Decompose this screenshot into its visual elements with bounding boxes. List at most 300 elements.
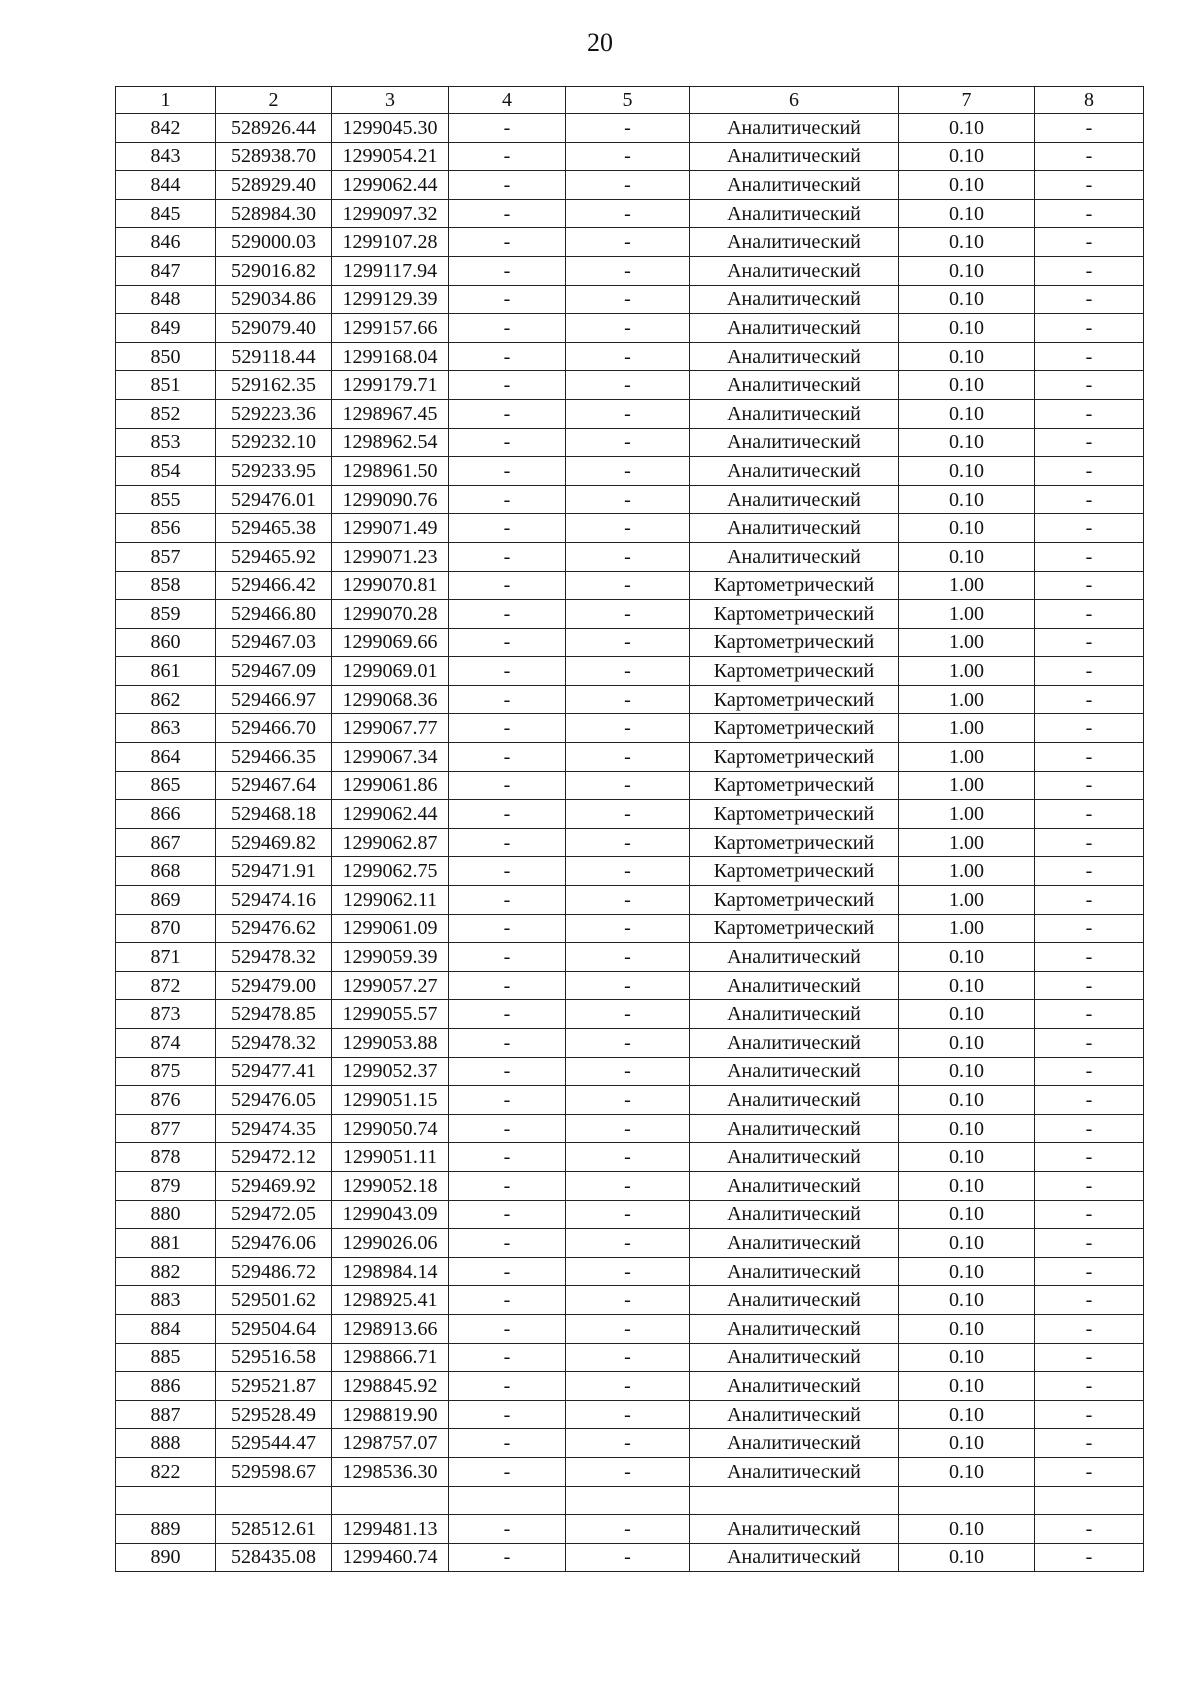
y-coordinate-cell: 1299062.44 [332,800,449,829]
point-number-cell: 858 [116,571,216,600]
col4-cell: - [449,1200,566,1229]
accuracy-cell: 0.10 [899,285,1035,314]
table-row [116,256,1144,285]
table-row [116,1143,1144,1172]
col8-cell: - [1035,971,1144,1000]
col5-cell: - [566,1286,690,1315]
col8-cell: - [1035,914,1144,943]
method-cell: Аналитический [690,142,899,171]
method-cell: Картометрический [690,771,899,800]
table-row [116,857,1144,886]
method-cell: Аналитический [690,542,899,571]
col4-cell: - [449,743,566,772]
col8-cell: - [1035,114,1144,143]
x-coordinate-cell: 529118.44 [216,342,332,371]
col5-cell: - [566,1143,690,1172]
table-row [116,485,1144,514]
col8-cell: - [1035,771,1144,800]
table-row [116,1229,1144,1258]
point-number-cell: 880 [116,1200,216,1229]
col4-cell: - [449,1086,566,1115]
accuracy-cell: 0.10 [899,1343,1035,1372]
col4-cell: - [449,857,566,886]
col8-cell: - [1035,199,1144,228]
y-coordinate-cell: 1299043.09 [332,1200,449,1229]
method-cell: Картометрический [690,628,899,657]
col8-cell: - [1035,314,1144,343]
method-cell: Аналитический [690,514,899,543]
y-coordinate-cell: 1299068.36 [332,685,449,714]
method-cell: Аналитический [690,1000,899,1029]
col5-cell [566,1486,690,1515]
col4-cell: - [449,1000,566,1029]
col8-cell: - [1035,828,1144,857]
column-header: 7 [899,87,1035,114]
x-coordinate-cell: 529474.35 [216,1114,332,1143]
col8-cell: - [1035,571,1144,600]
point-number-cell: 869 [116,886,216,915]
y-coordinate-cell: 1298913.66 [332,1314,449,1343]
col8-cell: - [1035,285,1144,314]
col4-cell: - [449,1029,566,1058]
x-coordinate-cell: 529466.35 [216,743,332,772]
y-coordinate-cell: 1299097.32 [332,199,449,228]
col8-cell: - [1035,1086,1144,1115]
x-coordinate-cell: 529079.40 [216,314,332,343]
x-coordinate-cell: 529471.91 [216,857,332,886]
point-number-cell: 882 [116,1257,216,1286]
x-coordinate-cell: 529467.64 [216,771,332,800]
accuracy-cell: 1.00 [899,771,1035,800]
accuracy-cell: 1.00 [899,857,1035,886]
y-coordinate-cell: 1299071.23 [332,542,449,571]
y-coordinate-cell: 1298984.14 [332,1257,449,1286]
point-number-cell: 847 [116,256,216,285]
y-coordinate-cell: 1299052.18 [332,1171,449,1200]
method-cell: Аналитический [690,1171,899,1200]
col4-cell: - [449,342,566,371]
accuracy-cell: 0.10 [899,1400,1035,1429]
col4-cell: - [449,457,566,486]
y-coordinate-cell: 1299071.49 [332,514,449,543]
point-number-cell: 884 [116,1314,216,1343]
col5-cell: - [566,1171,690,1200]
y-coordinate-cell: 1299057.27 [332,971,449,1000]
table-row [116,1171,1144,1200]
accuracy-cell [899,1486,1035,1515]
x-coordinate-cell: 529162.35 [216,371,332,400]
y-coordinate-cell: 1298925.41 [332,1286,449,1315]
accuracy-cell: 0.10 [899,485,1035,514]
column-header: 2 [216,87,332,114]
col5-cell: - [566,1086,690,1115]
x-coordinate-cell: 529472.12 [216,1143,332,1172]
y-coordinate-cell: 1299157.66 [332,314,449,343]
col4-cell: - [449,600,566,629]
y-coordinate-cell: 1299070.28 [332,600,449,629]
table-row [116,1086,1144,1115]
y-coordinate-cell: 1299067.34 [332,743,449,772]
method-cell: Картометрический [690,914,899,943]
method-cell: Аналитический [690,1429,899,1458]
col8-cell: - [1035,457,1144,486]
col4-cell: - [449,1400,566,1429]
method-cell: Картометрический [690,685,899,714]
col4-cell: - [449,771,566,800]
y-coordinate-cell: 1298967.45 [332,399,449,428]
table-row [116,171,1144,200]
method-cell: Аналитический [690,1029,899,1058]
col5-cell: - [566,314,690,343]
point-number-cell: 879 [116,1171,216,1200]
accuracy-cell: 1.00 [899,600,1035,629]
col8-cell: - [1035,428,1144,457]
method-cell: Аналитический [690,114,899,143]
x-coordinate-cell: 529466.42 [216,571,332,600]
table-row [116,142,1144,171]
method-cell: Аналитический [690,285,899,314]
method-cell: Аналитический [690,1343,899,1372]
table-row [116,1457,1144,1486]
col8-cell: - [1035,743,1144,772]
table-row [116,1057,1144,1086]
accuracy-cell: 0.10 [899,1314,1035,1343]
y-coordinate-cell: 1299069.01 [332,657,449,686]
x-coordinate-cell: 529466.80 [216,600,332,629]
x-coordinate-cell: 529468.18 [216,800,332,829]
y-coordinate-cell: 1298962.54 [332,428,449,457]
col8-cell: - [1035,1314,1144,1343]
x-coordinate-cell: 529478.32 [216,943,332,972]
accuracy-cell: 1.00 [899,571,1035,600]
x-coordinate-cell [216,1486,332,1515]
accuracy-cell: 0.10 [899,514,1035,543]
point-number-cell: 844 [116,171,216,200]
method-cell: Аналитический [690,399,899,428]
col4-cell: - [449,256,566,285]
col4-cell: - [449,1257,566,1286]
accuracy-cell: 0.10 [899,943,1035,972]
col5-cell: - [566,628,690,657]
y-coordinate-cell: 1299481.13 [332,1515,449,1544]
col8-cell: - [1035,1515,1144,1544]
method-cell: Аналитический [690,314,899,343]
point-number-cell: 866 [116,800,216,829]
col4-cell: - [449,171,566,200]
col4-cell: - [449,571,566,600]
col8-cell: - [1035,171,1144,200]
col5-cell: - [566,771,690,800]
col8-cell: - [1035,342,1144,371]
col8-cell: - [1035,628,1144,657]
point-number-cell: 865 [116,771,216,800]
x-coordinate-cell: 529000.03 [216,228,332,257]
y-coordinate-cell [332,1486,449,1515]
col8-cell: - [1035,1200,1144,1229]
table-row [116,314,1144,343]
x-coordinate-cell: 529479.00 [216,971,332,1000]
col5-cell: - [566,943,690,972]
y-coordinate-cell: 1299055.57 [332,1000,449,1029]
x-coordinate-cell: 529472.05 [216,1200,332,1229]
method-cell: Аналитический [690,1457,899,1486]
table-row [116,914,1144,943]
accuracy-cell: 0.10 [899,256,1035,285]
point-number-cell: 878 [116,1143,216,1172]
point-number-cell: 875 [116,1057,216,1086]
y-coordinate-cell: 1299179.71 [332,371,449,400]
col5-cell: - [566,1543,690,1572]
col5-cell: - [566,800,690,829]
col4-cell: - [449,314,566,343]
table-row [116,199,1144,228]
col4-cell: - [449,1343,566,1372]
x-coordinate-cell: 529469.82 [216,828,332,857]
accuracy-cell: 0.10 [899,199,1035,228]
col4-cell: - [449,228,566,257]
column-header: 8 [1035,87,1144,114]
col8-cell: - [1035,1372,1144,1401]
col5-cell: - [566,342,690,371]
col4-cell: - [449,1171,566,1200]
point-number-cell: 854 [116,457,216,486]
y-coordinate-cell: 1299062.75 [332,857,449,886]
col8-cell: - [1035,1400,1144,1429]
table-row [116,743,1144,772]
point-number-cell: 850 [116,342,216,371]
x-coordinate-cell: 529598.67 [216,1457,332,1486]
col5-cell: - [566,685,690,714]
col8-cell: - [1035,1029,1144,1058]
method-cell: Картометрический [690,743,899,772]
x-coordinate-cell: 529223.36 [216,399,332,428]
y-coordinate-cell: 1299460.74 [332,1543,449,1572]
point-number-cell: 876 [116,1086,216,1115]
col8-cell: - [1035,943,1144,972]
method-cell: Аналитический [690,1257,899,1286]
x-coordinate-cell: 529477.41 [216,1057,332,1086]
col5-cell: - [566,1200,690,1229]
table-row [116,542,1144,571]
method-cell: Аналитический [690,943,899,972]
method-cell: Аналитический [690,1200,899,1229]
point-number-cell: 867 [116,828,216,857]
y-coordinate-cell: 1298845.92 [332,1372,449,1401]
point-number-cell: 863 [116,714,216,743]
col4-cell: - [449,1515,566,1544]
method-cell: Аналитический [690,371,899,400]
x-coordinate-cell: 529466.70 [216,714,332,743]
y-coordinate-cell: 1298961.50 [332,457,449,486]
method-cell: Аналитический [690,428,899,457]
col8-cell: - [1035,1257,1144,1286]
method-cell: Картометрический [690,857,899,886]
y-coordinate-cell: 1299051.11 [332,1143,449,1172]
point-number-cell: 845 [116,199,216,228]
accuracy-cell: 0.10 [899,1000,1035,1029]
column-header: 4 [449,87,566,114]
col8-cell: - [1035,1171,1144,1200]
accuracy-cell: 1.00 [899,628,1035,657]
col5-cell: - [566,1114,690,1143]
col8-cell: - [1035,886,1144,915]
accuracy-cell: 0.10 [899,1029,1035,1058]
accuracy-cell: 0.10 [899,228,1035,257]
table-row [116,399,1144,428]
col4-cell: - [449,371,566,400]
col5-cell: - [566,285,690,314]
table-row [116,685,1144,714]
x-coordinate-cell: 529465.92 [216,542,332,571]
table-row [116,1257,1144,1286]
x-coordinate-cell: 529465.38 [216,514,332,543]
col4-cell: - [449,285,566,314]
x-coordinate-cell: 529474.16 [216,886,332,915]
col5-cell: - [566,1343,690,1372]
table-row [116,1286,1144,1315]
point-number-cell: 872 [116,971,216,1000]
accuracy-cell: 1.00 [899,685,1035,714]
col5-cell: - [566,142,690,171]
method-cell: Аналитический [690,971,899,1000]
table-row [116,1543,1144,1572]
table-row [116,1314,1144,1343]
col8-cell: - [1035,1543,1144,1572]
col5-cell: - [566,171,690,200]
x-coordinate-cell: 529476.62 [216,914,332,943]
accuracy-cell: 1.00 [899,657,1035,686]
col4-cell: - [449,1057,566,1086]
col8-cell: - [1035,542,1144,571]
x-coordinate-cell: 529544.47 [216,1429,332,1458]
col4-cell: - [449,800,566,829]
x-coordinate-cell: 529478.32 [216,1029,332,1058]
y-coordinate-cell: 1299090.76 [332,485,449,514]
col4-cell: - [449,1372,566,1401]
table-row [116,114,1144,143]
x-coordinate-cell: 529504.64 [216,1314,332,1343]
col5-cell: - [566,1257,690,1286]
accuracy-cell: 0.10 [899,1171,1035,1200]
col4-cell [449,1486,566,1515]
col8-cell: - [1035,800,1144,829]
point-number-cell: 881 [116,1229,216,1258]
col5-cell: - [566,1457,690,1486]
accuracy-cell: 0.10 [899,399,1035,428]
col5-cell: - [566,256,690,285]
x-coordinate-cell: 528929.40 [216,171,332,200]
point-number-cell: 874 [116,1029,216,1058]
y-coordinate-cell: 1299070.81 [332,571,449,600]
col5-cell: - [566,886,690,915]
col8-cell: - [1035,1114,1144,1143]
x-coordinate-cell: 529467.03 [216,628,332,657]
accuracy-cell: 0.10 [899,114,1035,143]
col5-cell: - [566,1429,690,1458]
col8-cell: - [1035,685,1144,714]
method-cell: Картометрический [690,600,899,629]
column-header: 6 [690,87,899,114]
method-cell: Аналитический [690,1314,899,1343]
y-coordinate-cell: 1298536.30 [332,1457,449,1486]
col4-cell: - [449,886,566,915]
table-row [116,371,1144,400]
col8-cell: - [1035,657,1144,686]
col5-cell: - [566,1029,690,1058]
table-row [116,1515,1144,1544]
y-coordinate-cell: 1299052.37 [332,1057,449,1086]
y-coordinate-cell: 1299062.11 [332,886,449,915]
accuracy-cell: 0.10 [899,1515,1035,1544]
table-row [116,1429,1144,1458]
point-number-cell: 851 [116,371,216,400]
method-cell: Аналитический [690,1086,899,1115]
point-number-cell: 852 [116,399,216,428]
x-coordinate-cell: 529466.97 [216,685,332,714]
table-row [116,571,1144,600]
accuracy-cell: 1.00 [899,800,1035,829]
col4-cell: - [449,142,566,171]
table-row [116,828,1144,857]
y-coordinate-cell: 1299069.66 [332,628,449,657]
point-number-cell: 843 [116,142,216,171]
point-number-cell: 890 [116,1543,216,1572]
point-number-cell: 886 [116,1372,216,1401]
col4-cell: - [449,657,566,686]
x-coordinate-cell: 529501.62 [216,1286,332,1315]
point-number-cell: 862 [116,685,216,714]
col4-cell: - [449,485,566,514]
col5-cell: - [566,1229,690,1258]
col5-cell: - [566,1515,690,1544]
method-cell: Картометрический [690,886,899,915]
table-row [116,514,1144,543]
accuracy-cell: 1.00 [899,714,1035,743]
col4-cell: - [449,1314,566,1343]
point-number-cell: 857 [116,542,216,571]
col5-cell: - [566,1057,690,1086]
x-coordinate-cell: 529476.05 [216,1086,332,1115]
accuracy-cell: 0.10 [899,1086,1035,1115]
method-cell: Картометрический [690,714,899,743]
accuracy-cell: 1.00 [899,886,1035,915]
col5-cell: - [566,571,690,600]
col8-cell: - [1035,371,1144,400]
y-coordinate-cell: 1299168.04 [332,342,449,371]
table-row [116,1486,1144,1515]
col5-cell: - [566,485,690,514]
point-number-cell: 860 [116,628,216,657]
col4-cell: - [449,685,566,714]
col8-cell: - [1035,485,1144,514]
x-coordinate-cell: 529034.86 [216,285,332,314]
point-number-cell: 853 [116,428,216,457]
accuracy-cell: 0.10 [899,1057,1035,1086]
method-cell: Аналитический [690,228,899,257]
method-cell: Аналитический [690,1057,899,1086]
x-coordinate-cell: 528512.61 [216,1515,332,1544]
accuracy-cell: 0.10 [899,457,1035,486]
accuracy-cell: 0.10 [899,428,1035,457]
col4-cell: - [449,914,566,943]
method-cell: Аналитический [690,1372,899,1401]
col8-cell: - [1035,399,1144,428]
point-number-cell: 887 [116,1400,216,1429]
method-cell: Аналитический [690,457,899,486]
table-row [116,800,1144,829]
point-number-cell: 868 [116,857,216,886]
table-row [116,714,1144,743]
